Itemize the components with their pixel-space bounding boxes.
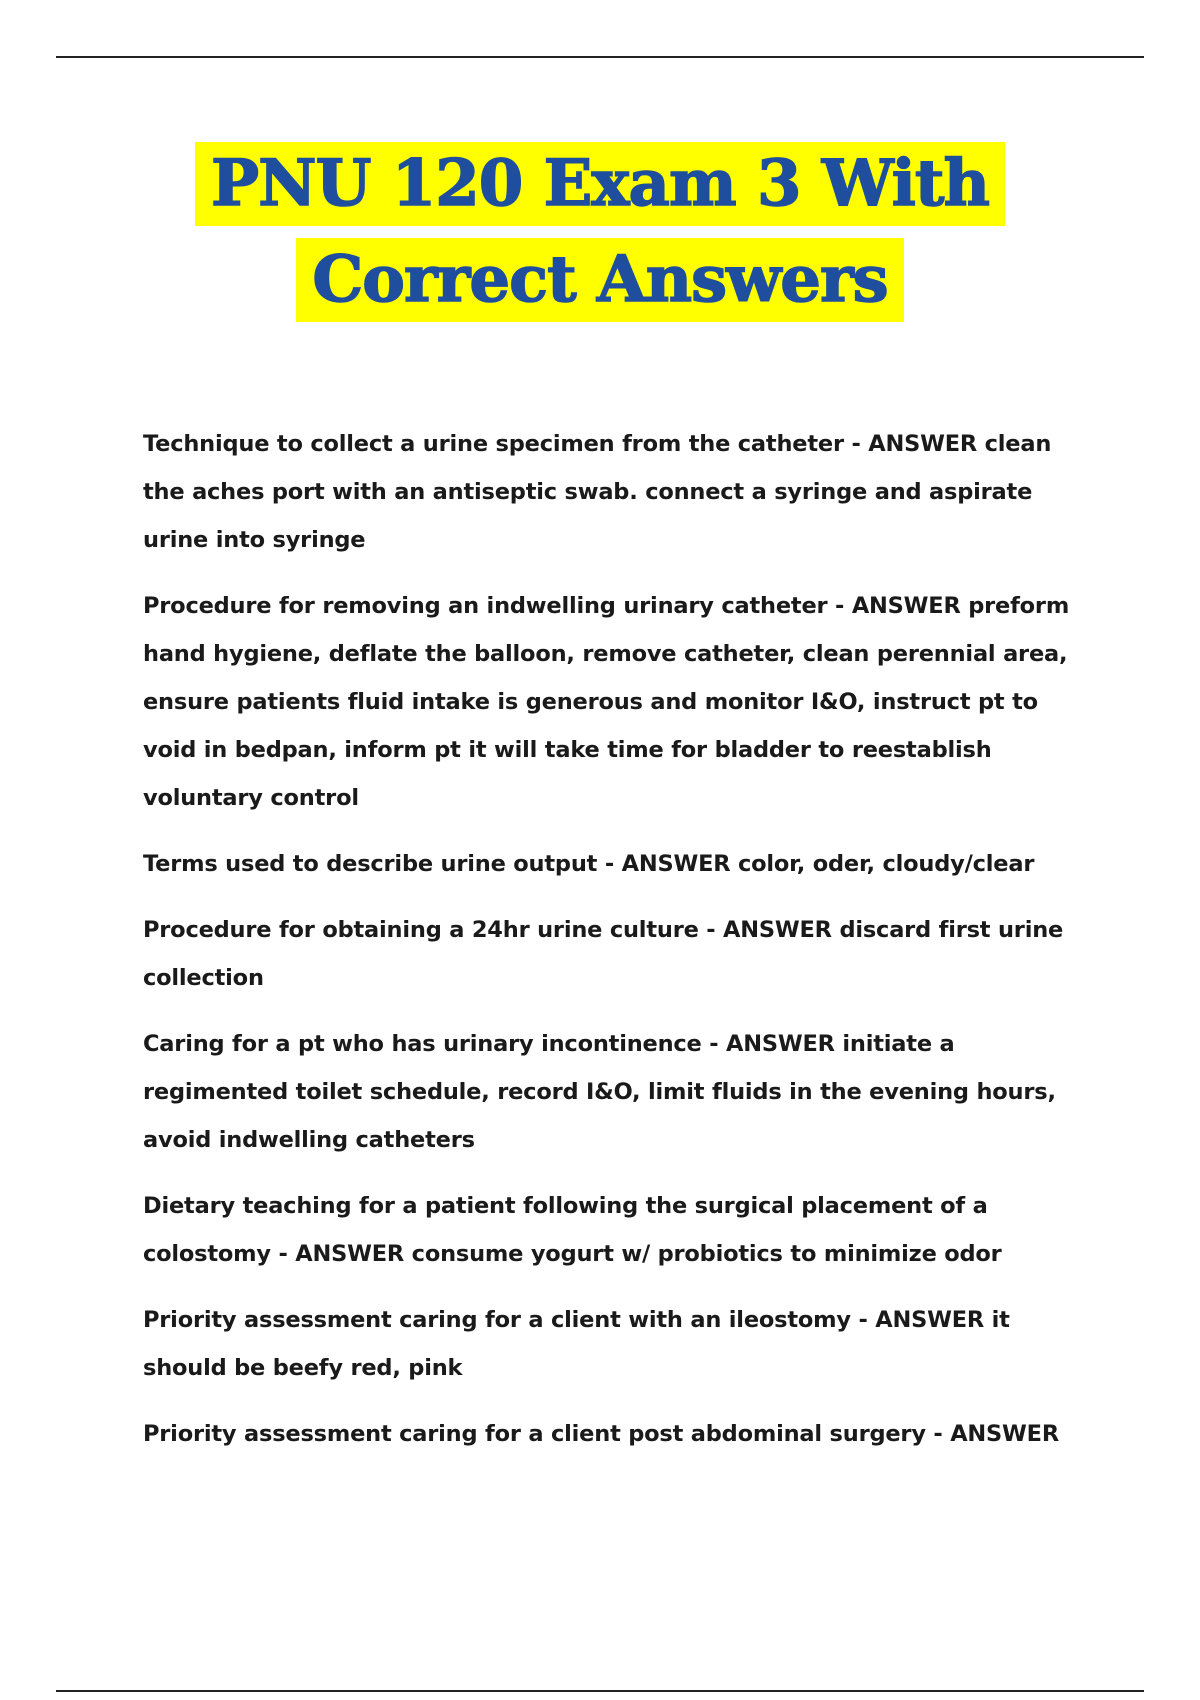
qa-item: Terms used to describe urine output - ANSWER color, oder, cloudy/clear — [143, 851, 1035, 877]
title-line-2: Correct Answers — [296, 238, 903, 322]
top-rule — [56, 56, 1144, 58]
qa-item: Caring for a pt who has urinary incontinence - ANSWER initiate a regimented toilet schedule, record I&O, limit fluids in the evening hours, avoid indwelling catheters — [143, 1031, 1056, 1153]
qa-item: Procedure for removing an indwelling urinary catheter - ANSWER preform hand hygiene, deflate the balloon, remove catheter, clean perennial area, ensure patients fluid intake is generous and monitor I&O, instruct pt to void in bedpan, inform pt it will take time for bladder to reestablish voluntary control — [143, 593, 1070, 811]
qa-item: Priority assessment caring for a client post abdominal surgery - ANSWER — [143, 1421, 1059, 1447]
document-title — [0, 142, 1200, 322]
qa-item: Technique to collect a urine specimen from the catheter - ANSWER clean the aches port with an antiseptic swab. connect a syringe and aspirate urine into syringe — [143, 431, 1052, 553]
qa-item: Priority assessment caring for a client with an ileostomy - ANSWER it should be beefy red, pink — [143, 1307, 1010, 1381]
title-line-1: PNU 120 Exam 3 With — [195, 142, 1005, 226]
qa-item: Procedure for obtaining a 24hr urine culture - ANSWER discard first urine collection — [143, 917, 1064, 991]
bottom-rule — [56, 1690, 1144, 1692]
qa-list — [143, 420, 1093, 1476]
qa-item: Dietary teaching for a patient following the surgical placement of a colostomy - ANSWER consume yogurt w/ probiotics to minimize odor — [143, 1193, 1002, 1267]
